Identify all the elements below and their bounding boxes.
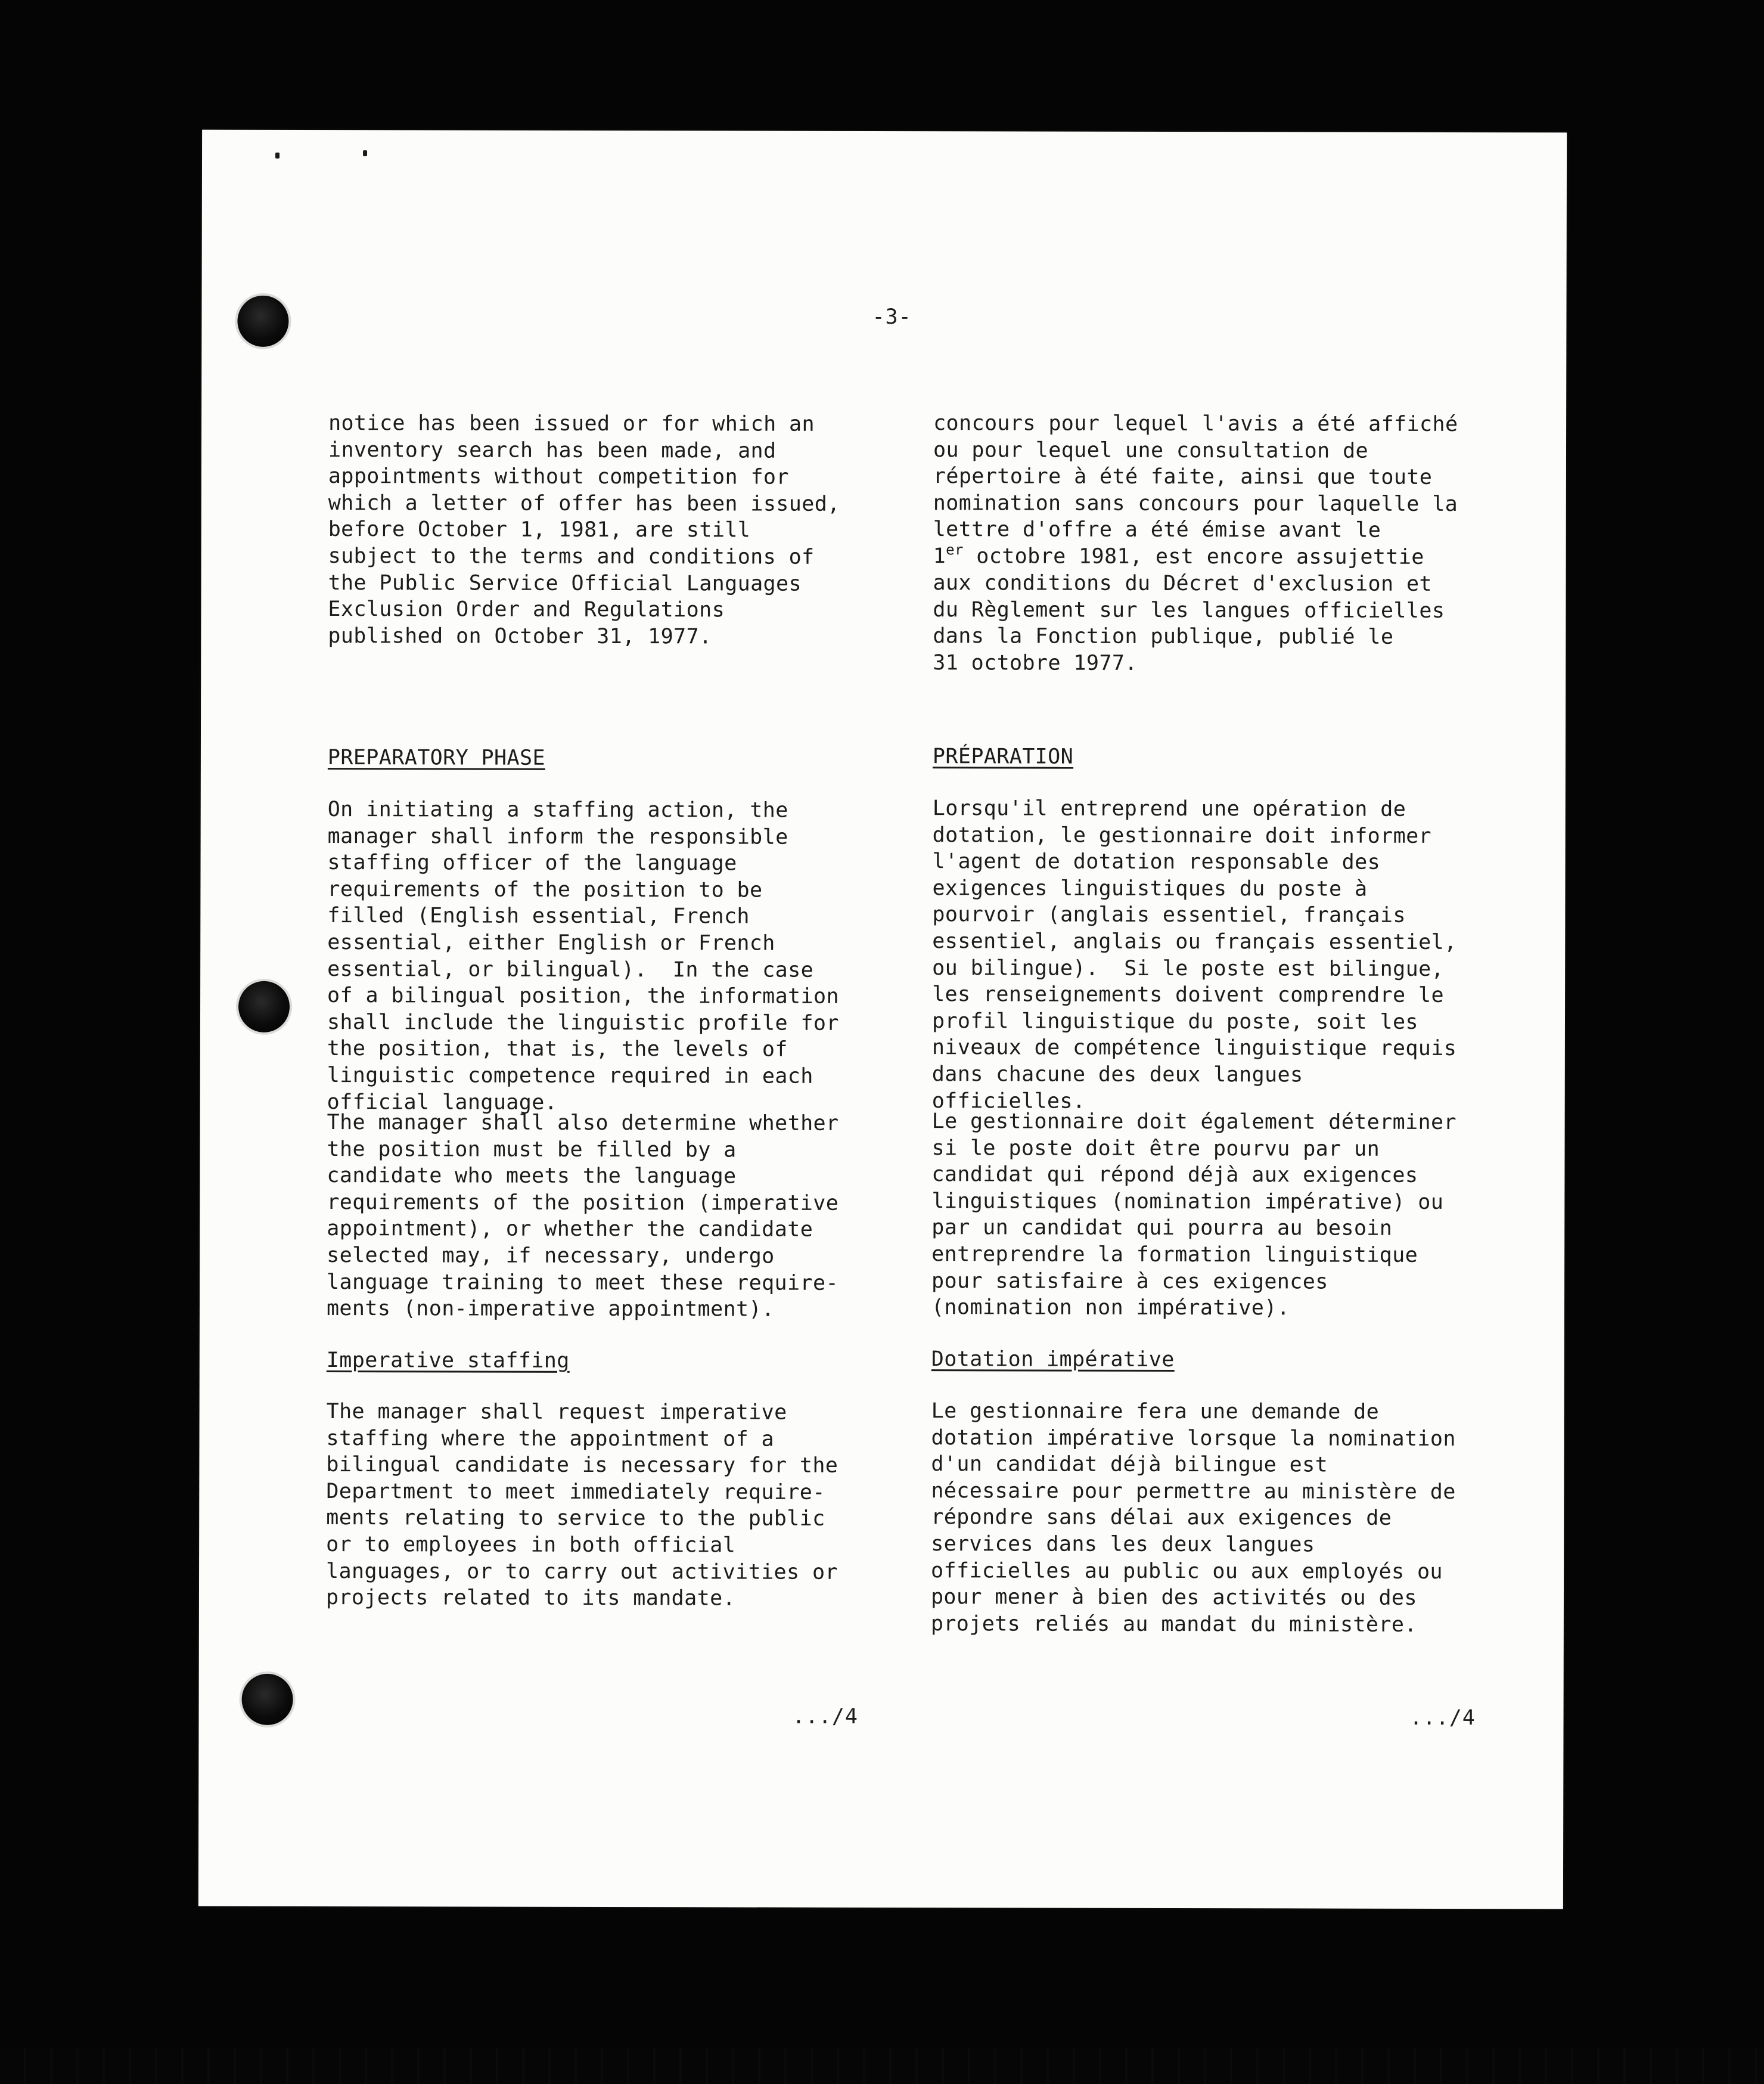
english-manager-paragraph: The manager shall also determine whether the position must be filled by a candidate who meets the language requirements of the position (imperative appointment), or whether the candidate selected may, if necessary, undergo language training to meet these require- ments (non-imperative appointment). [326, 1111, 839, 1322]
french-preparation-paragraph: Lorsqu'il entreprend une opération de dotation, le gestionnaire doit informer l'agent de dotation responsable des exigences linguistiques du poste à pourvoir (anglais essentiel, français essentiel, anglais ou français essentiel, ou bilingue). Si le poste est bilingue, les renseignements doivent comprendre le profil linguistique du poste, soit les niveaux de compétence linguistique requis dans chacune des deux langues officielles. [931, 796, 1457, 1114]
paper-speck [275, 153, 279, 159]
english-preparatory-paragraph: On initiating a staffing action, the manager shall inform the responsible staffing officer of the language requirements of the position to be filled (English essential, French essential, either English or French essential, or bilingual). In the case of a bilingual position, the information shall include the linguistic profile for the position, that is, the levels of linguistic competence required in each official language. [327, 798, 839, 1115]
paper-speck [363, 150, 367, 156]
binder-hole-icon [242, 1674, 293, 1725]
binder-hole-icon [237, 296, 288, 347]
english-heading-imperative-staffing: Imperative staffing [326, 1348, 570, 1373]
english-imperative-paragraph: The manager shall request imperative staffing where the appointment of a bilingual candidate is necessary for the Department to meet immediately require- ments relating to service to the public or to employees in both official languages, or to carry out activities or projects related to its mandate. [325, 1400, 838, 1611]
document-page [198, 130, 1567, 1909]
french-intro-part-b: aux conditions du Décret d'exclusion et du Règlement sur les langues officielles dans la Fonction publique, publié le 31 octobre 1977. [933, 571, 1445, 675]
french-continued-marker: .../4 [1409, 1705, 1476, 1731]
binder-hole-icon [238, 981, 290, 1032]
scan-border-noise [0, 2048, 1764, 2084]
english-intro-paragraph: notice has been issued or for which an inventory search has been made, and appointments without competition for which a letter of offer has been issued, before October 1, 1981, are still subject to the terms and conditions of the Public Service Official Languages Exclusion Order and Regulations published on October 31, 1977. [328, 411, 840, 649]
french-intro-date-line [933, 543, 1424, 570]
french-intro-paragraph [933, 131, 1482, 675]
french-dotation-paragraph: Le gestionnaire fera une demande de dotation impérative lorsque la nomination d'un candidat déjà bilingue est nécessaire pour permettre au ministère de répondre sans délai aux exigences de services dans les deux langues officielles au public ou aux employés ou pour mener à bien des activités ou des projets reliés au mandat du ministère. [930, 1399, 1456, 1637]
english-continued-marker: .../4 [792, 1704, 858, 1729]
french-gestionnaire-paragraph: Le gestionnaire doit également déterminer si le poste doit être pourvu par un candidat qui répond déjà aux exigences linguistiques (nomination impérative) ou par un candidat qui pourra au besoin entreprendre la formation linguistique pour satisfaire à ces exigences (nomination non impérative). [931, 1109, 1457, 1320]
english-column [325, 130, 877, 1611]
date-day: 1 [933, 544, 946, 569]
french-column [930, 131, 1482, 1637]
french-heading-preparation: PRÉPARATION [932, 745, 1074, 769]
date-superscript: er [946, 541, 964, 559]
page-number: -3- [872, 305, 912, 330]
french-intro-part-a: concours pour lequel l'avis a été affiché ou pour lequel une consultation de répertoire à été faite, ainsi que toute nomination sans concours pour laquelle la lettre d'offre a été émise avant le [933, 411, 1458, 543]
french-heading-dotation-imperative: Dotation impérative [931, 1347, 1175, 1372]
english-heading-preparatory-phase: PREPARATORY PHASE [327, 746, 545, 770]
date-rest: octobre 1981, est encore assujettie [963, 544, 1424, 569]
